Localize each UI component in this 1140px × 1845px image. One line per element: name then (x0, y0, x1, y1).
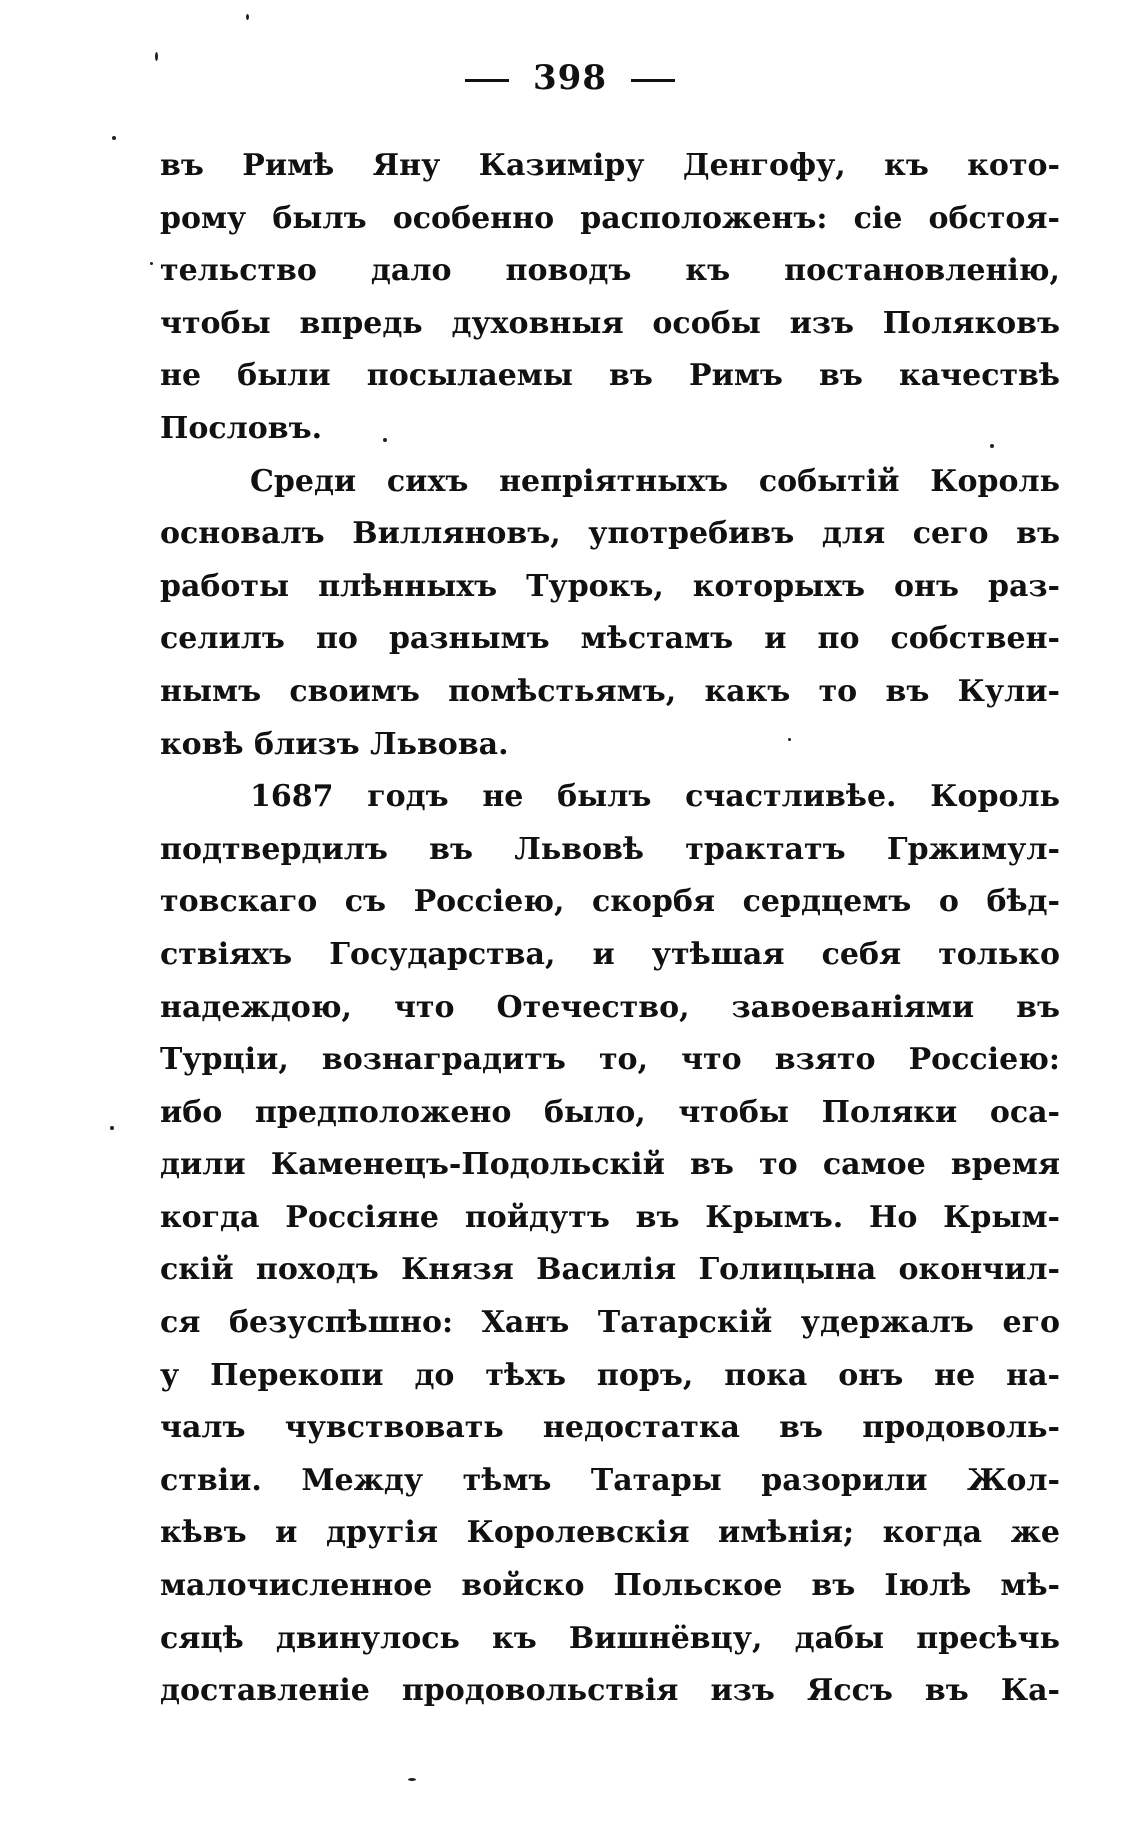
text-line: основалъ Вилляновъ, употребивъ для сего въ (160, 516, 1060, 552)
text-line: подтвердилъ въ Львовѣ трактатъ Гржимул- (160, 831, 1060, 867)
text-line: не были посылаемы въ Римъ въ качествѣ (160, 358, 1060, 394)
scan-speck (246, 14, 249, 20)
text-line: ствіяхъ Государства, и утѣшая себя только (160, 936, 1060, 972)
text-line: рому былъ особенно расположенъ: сіе обстоя- (160, 200, 1060, 236)
text-line: Турціи, вознаградитъ то, что взято Россіею: (160, 1042, 1060, 1078)
page-number: 398 (533, 58, 607, 98)
text-line: сяцѣ двинулось къ Вишнёвцу, дабы пресѣчь (160, 1620, 1060, 1656)
text-line: тельство дало поводъ къ постановленію, (160, 253, 1060, 289)
body-text (160, 140, 1060, 1718)
scan-speck (110, 1126, 114, 1130)
text-line: кѣвъ и другія Королевскія имѣнія; когда же (160, 1515, 1060, 1551)
text-line: нымъ своимъ помѣстьямъ, какъ то въ Кули- (160, 673, 1060, 709)
page-header (0, 58, 1140, 98)
text-line: дили Каменецъ-Подольскій въ то самое время (160, 1147, 1060, 1183)
scan-speck (788, 738, 791, 741)
text-line: Среди сихъ непріятныхъ событій Король (250, 463, 1060, 499)
scan-speck (112, 136, 116, 140)
text-line: товскаго съ Россіею, скорбя сердцемъ о бѣд- (160, 884, 1060, 920)
text-line: 1687 годъ не былъ счастливѣе. Король (250, 779, 1060, 815)
text-line: работы плѣнныхъ Турокъ, которыхъ онъ раз- (160, 568, 1060, 604)
text-line: ковѣ близъ Львова. (160, 726, 509, 762)
header-dash-left (465, 79, 509, 82)
text-line: надеждою, что Отечество, завоеваніями въ (160, 989, 1060, 1025)
text-line: въ Римѣ Яну Казиміру Денгофу, къ кото- (160, 148, 1060, 183)
scan-speck (155, 52, 158, 61)
text-line: доставленіе продовольствія изъ Яссъ въ Ка- (160, 1673, 1060, 1709)
text-line: чтобы впредь духовныя особы изъ Поляковъ (160, 305, 1060, 341)
scan-speck (383, 438, 387, 442)
header-dash-right (631, 79, 675, 82)
scan-speck (150, 262, 153, 265)
text-line: когда Россіяне пойдутъ въ Крымъ. Но Крым- (160, 1199, 1060, 1235)
text-line: ствіи. Между тѣмъ Татары разорили Жол- (160, 1462, 1060, 1498)
scan-speck (990, 444, 994, 448)
text-line: у Перекопи до тѣхъ поръ, пока онъ не на- (160, 1357, 1060, 1393)
text-line: малочисленное войско Польское въ Іюлѣ мѣ- (160, 1568, 1060, 1604)
text-line: скій походъ Князя Василія Голицына окончил- (160, 1252, 1060, 1288)
text-line: селилъ по разнымъ мѣстамъ и по собствен- (160, 621, 1060, 657)
scan-speck (408, 1778, 416, 1781)
text-line: Пословъ. (160, 410, 323, 446)
text-line: чалъ чувствовать недостатка въ продоволь- (160, 1410, 1060, 1446)
text-line: ся безуспѣшно: Ханъ Татарскій удержалъ его (160, 1305, 1060, 1341)
text-line: ибо предположено было, чтобы Поляки оса- (160, 1094, 1060, 1130)
